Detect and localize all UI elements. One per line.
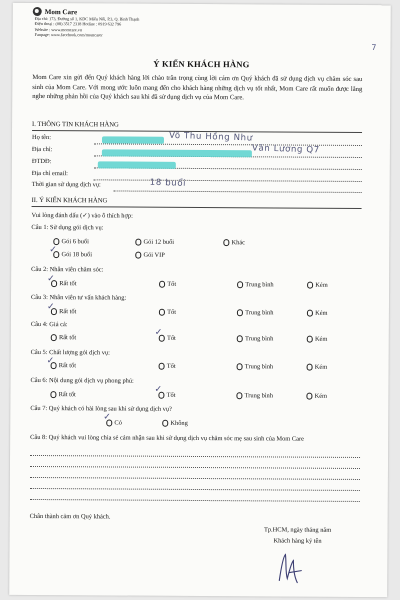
radio-circle: [306, 393, 312, 399]
customer-signature: [271, 548, 311, 588]
q4-option-very-good[interactable]: [51, 334, 76, 341]
q1-option-6[interactable]: [53, 238, 89, 245]
q5-option-poor[interactable]: [307, 364, 328, 371]
email-field[interactable]: [32, 170, 362, 182]
radio-circle: [307, 282, 313, 288]
duration-handwriting: 18 buổi: [149, 177, 187, 189]
q3-option-average[interactable]: [237, 309, 274, 316]
form-title: Ý KIẾN KHÁCH HÀNG: [153, 58, 250, 70]
radio-circle: [237, 364, 243, 370]
q2-option-very-good[interactable]: [51, 280, 76, 287]
q5-option-very-good[interactable]: [51, 362, 76, 369]
checkmark-icon: ✓: [46, 302, 55, 313]
option-label: Tốt: [167, 308, 177, 316]
checkmark-icon: ✓: [46, 356, 55, 367]
name-field[interactable]: [31, 130, 362, 146]
checkmark-icon: ✓: [154, 327, 163, 338]
q5-option-average[interactable]: [237, 363, 274, 370]
q3-option-poor[interactable]: [307, 310, 328, 317]
phone-field[interactable]: [32, 158, 362, 170]
q6-option-average[interactable]: [236, 392, 273, 399]
q4-text: Câu 4: Giá cả:: [30, 320, 68, 329]
radio-circle: [159, 309, 165, 315]
radio-circle: [237, 282, 243, 288]
sign-date-line: Tp.HCM, ngày tháng năm: [263, 526, 332, 534]
option-label: Gói VIP: [143, 251, 165, 259]
comment-line[interactable]: [30, 499, 360, 502]
q3-text: Câu 3: Nhân viên tư vấn khách hàng:: [30, 293, 127, 302]
phone-label: ĐTDĐ:: [31, 157, 52, 166]
q1-option-12[interactable]: [135, 239, 174, 246]
address-handwriting: Văn Lương Q7: [251, 143, 320, 156]
duration-field[interactable]: [31, 177, 362, 193]
checkmark-icon: ✓: [49, 245, 57, 256]
thanks-text: Chân thành cảm ơn Quý khách.: [29, 512, 111, 521]
q1-option-other[interactable]: [223, 239, 245, 246]
duration-line: [114, 190, 362, 193]
q1-text: Câu 1: Sử dụng gói dịch vụ:: [31, 223, 104, 232]
q4-option-poor[interactable]: [307, 336, 328, 343]
header-website: Website : www.momcare.vn: [34, 26, 82, 32]
radio-circle: [236, 393, 242, 399]
header-fanpage: Fanpage: www.facebook.com/momcarer: [34, 31, 103, 38]
option-label: Trung bình: [245, 309, 274, 317]
intro-paragraph: Mom Care xin gửi đến Quý khách hàng lời chào trân trọng cùng lời cám ơn Quý khách đã sử dụng dịch vụ chăm sóc sau sinh của Mom Care. Với mong ước luôn mang đến cho khách hàng những dịch vụ tốt nhất, Mom Care rất muốn được lắng nghe những phản hồi của Quý khách sau khi đã sử dụng dịch vụ của Mom Care.: [32, 73, 363, 102]
header-phone: Điện thoại : (08) 3517 2318 Hotline : 0919 632 796: [34, 21, 122, 27]
name-label: Họ tên:: [31, 133, 52, 142]
option-label: Gói 18 buổi: [61, 251, 93, 259]
option-label: Rất tốt: [59, 308, 77, 316]
comment-line[interactable]: [30, 477, 360, 480]
option-label: Kém: [315, 281, 328, 289]
option-label: Tốt: [167, 280, 177, 288]
option-label: Rất tốt: [58, 362, 77, 370]
redaction-mark: [102, 136, 164, 143]
q7-option-no[interactable]: [162, 420, 188, 427]
q2-option-average[interactable]: [237, 281, 274, 288]
checkmark-icon: ✓: [103, 412, 111, 423]
option-label: Tốt: [166, 362, 176, 370]
option-label: Rất tốt: [58, 334, 77, 342]
q2-option-good[interactable]: [159, 281, 176, 288]
option-label: Kém: [314, 363, 328, 371]
name-handwriting: Võ Thu Hồng Như: [168, 130, 253, 144]
option-label: Trung bình: [245, 281, 274, 289]
q6-text: Câu 6: Nội dung gói dịch vụ phong phú:: [30, 376, 134, 385]
radio-circle: [135, 239, 141, 245]
section-1-heading: I. THÔNG TIN KHÁCH HÀNG: [32, 120, 119, 129]
option-label: Trung bình: [244, 392, 273, 400]
option-label: Rất tốt: [58, 391, 76, 399]
q7-text: Câu 7: Quý khách có hài lòng sau khi sử dụng dịch vụ?: [30, 404, 172, 413]
comment-line[interactable]: [30, 488, 360, 491]
option-label: Kém: [314, 335, 328, 343]
radio-circle: [223, 240, 229, 246]
q2-text: Câu 2: Nhân viên chăm sóc:: [31, 265, 104, 274]
radio-circle: [237, 336, 243, 342]
radio-circle: [307, 310, 313, 316]
option-label: Khác: [231, 239, 246, 247]
address-field[interactable]: [31, 143, 362, 158]
name-line: [94, 143, 362, 146]
checkmark-icon: ✓: [154, 384, 163, 395]
company-header: [33, 7, 333, 39]
email-label: Địa chỉ email:: [31, 169, 68, 178]
checkmark-icon: ✓: [47, 274, 55, 285]
feedback-form-page: [9, 3, 391, 597]
redaction-mark: [102, 149, 252, 157]
radio-circle: [53, 239, 59, 245]
section-2-heading: II. Ý KIẾN KHÁCH HÀNG: [31, 196, 108, 205]
radio-circle: [307, 364, 313, 370]
q1-option-vip[interactable]: [135, 252, 165, 259]
option-label: Có: [114, 419, 122, 427]
radio-circle: [159, 363, 165, 369]
radio-circle: [51, 334, 57, 340]
option-label: Trung bình: [244, 335, 274, 343]
logo-icon: [33, 7, 42, 16]
redaction-mark: [98, 161, 176, 168]
radio-circle: [307, 336, 313, 342]
option-label: Trung bình: [244, 363, 274, 371]
radio-circle: [237, 310, 243, 316]
option-label: Tốt: [166, 334, 176, 342]
q6-option-poor[interactable]: [306, 393, 327, 400]
instruction-text: Vui lòng đánh dấu (✓) vào ô thích hợp:: [31, 211, 133, 220]
option-label: Gói 6 buổi: [61, 238, 89, 246]
q3-option-good[interactable]: [159, 309, 176, 316]
option-label: Rất tốt: [59, 280, 77, 288]
q8-text: Câu 8: Quý khách vui lòng chia sẻ cảm nhận sau khi sử dụng dịch vụ chăm sóc mẹ sau sinh của Mom Care: [30, 433, 304, 443]
section-2-rule: [32, 206, 362, 209]
q4-option-average[interactable]: [237, 335, 274, 342]
radio-circle: [135, 252, 141, 258]
comment-line[interactable]: [30, 466, 360, 469]
duration-label: Thời gian sử dụng dịch vụ:: [31, 180, 101, 189]
brand-name: Mom Care: [44, 7, 78, 16]
q1-option-18[interactable]: [53, 251, 92, 258]
option-label: Kém: [314, 392, 328, 400]
radio-circle: [159, 281, 165, 287]
q2-option-poor[interactable]: [307, 282, 328, 289]
option-label: Không: [170, 419, 188, 427]
radio-circle: [50, 391, 56, 397]
option-label: Gói 12 buổi: [143, 238, 175, 246]
address-label: Địa chỉ:: [31, 145, 53, 154]
q6-option-very-good[interactable]: [50, 391, 75, 398]
q3-option-very-good[interactable]: [51, 308, 76, 315]
q5-text: Câu 5: Chất lượng gói dịch vụ:: [30, 348, 110, 357]
header-address: Địa chỉ: 173, Đường số 1, KDC Miếu Nổi, P.3, Q. Bình Thạnh: [34, 15, 140, 22]
comment-line[interactable]: [30, 455, 360, 458]
q5-option-good[interactable]: [159, 363, 176, 370]
signer-label: Khách hàng ký tên: [273, 537, 322, 545]
radio-circle: [162, 420, 168, 426]
option-label: Tốt: [166, 391, 176, 399]
handwritten-corner-mark: 7: [371, 43, 377, 53]
option-label: Kém: [315, 309, 328, 317]
